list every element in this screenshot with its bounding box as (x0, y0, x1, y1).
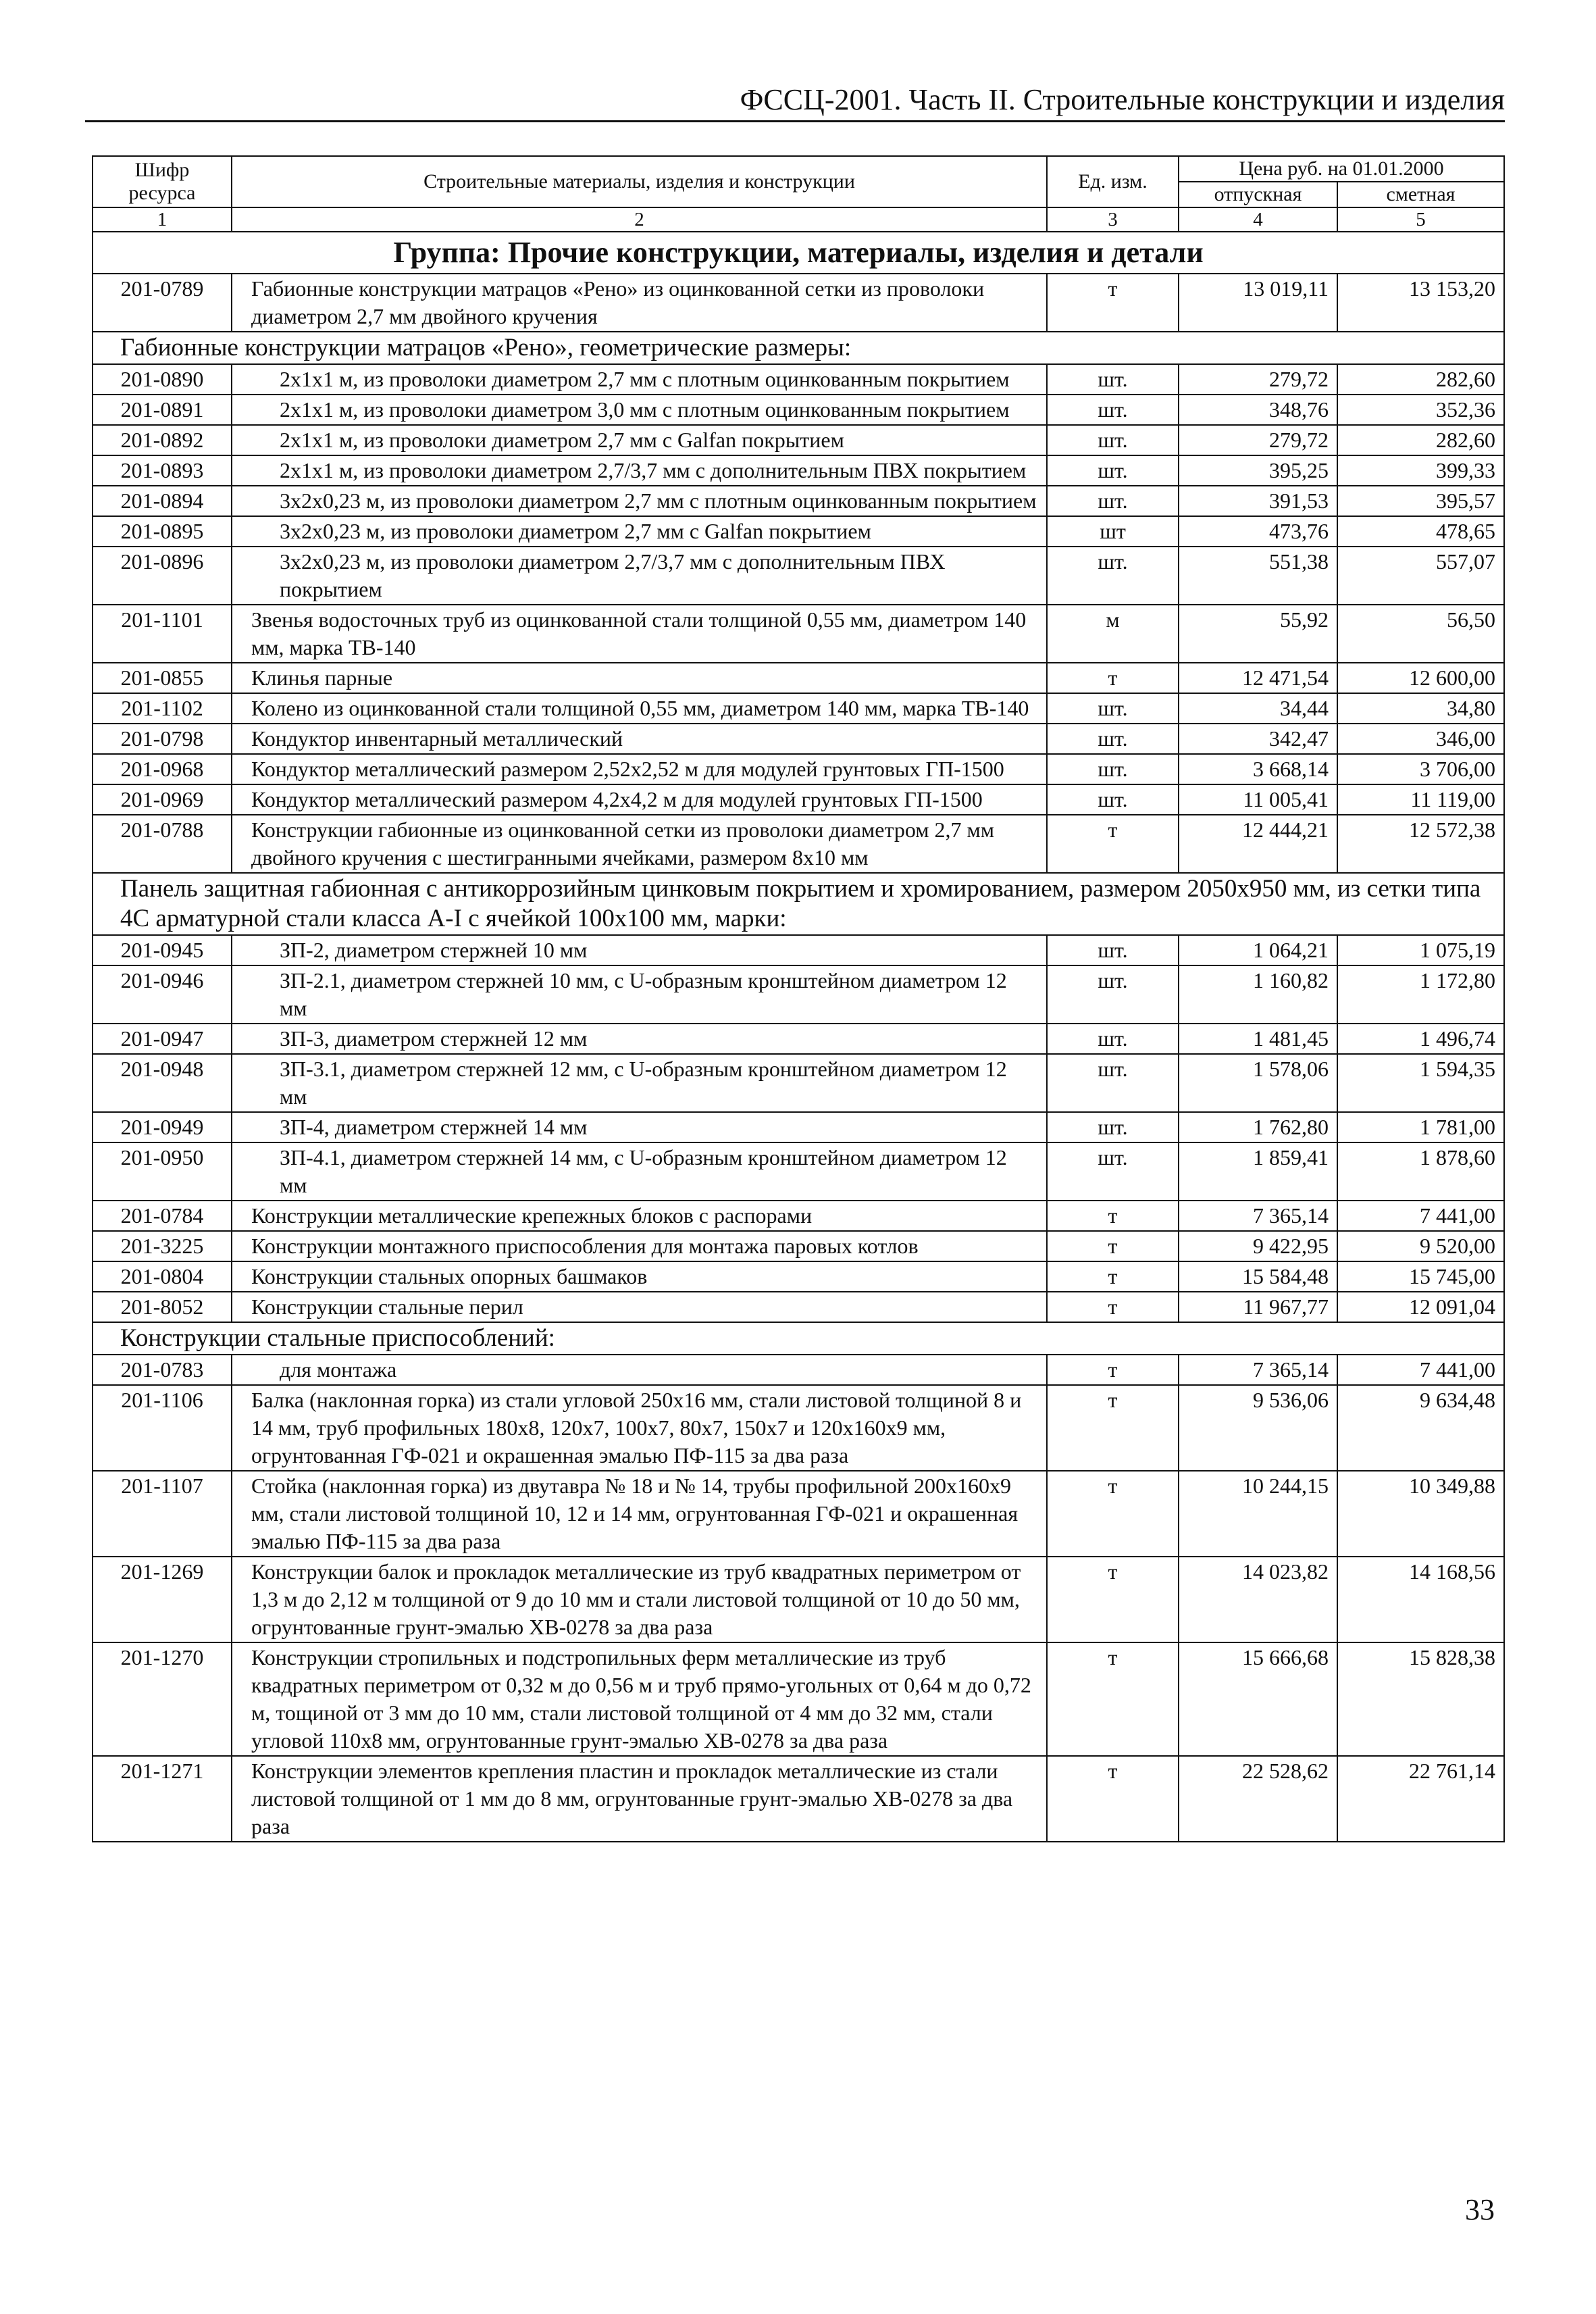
price-table (92, 155, 1505, 1842)
material-name: 2x1x1 м, из проволоки диаметром 2,7 мм с Galfan покрытием (232, 425, 1047, 455)
resource-code: 201-0895 (93, 516, 232, 547)
table-row (93, 1201, 1504, 1231)
unit-cell: т (1047, 1355, 1179, 1385)
estimate-price: 56,50 (1337, 605, 1504, 663)
material-name: Клинья парные (232, 663, 1047, 693)
table-row (93, 547, 1504, 605)
release-price: 395,25 (1179, 455, 1337, 486)
unit-cell: т (1047, 663, 1179, 693)
release-price: 15 666,68 (1179, 1642, 1337, 1756)
table-row (93, 754, 1504, 784)
unit-cell: т (1047, 1231, 1179, 1261)
material-name: 2x1x1 м, из проволоки диаметром 2,7 мм с плотным оцинкованным покрытием (232, 364, 1047, 395)
unit-cell: шт. (1047, 754, 1179, 784)
table-row (93, 1261, 1504, 1292)
material-name: ЗП-2, диаметром стержней 10 мм (232, 935, 1047, 965)
material-name: Стойка (наклонная горка) из двутавра № 18 и № 14, трубы профильной 200x160x9 мм, стали листовой толщиной 10, 12 и 14 мм, огрунтованная ГФ-021 и окрашенная эмалью ПФ-115 за два раза (232, 1471, 1047, 1557)
estimate-price: 9 634,48 (1337, 1385, 1504, 1471)
release-price: 34,44 (1179, 693, 1337, 724)
section-heading: Конструкции стальные приспособлений: (93, 1322, 1504, 1355)
col-estimate-header: сметная (1337, 182, 1504, 207)
release-price: 11 005,41 (1179, 784, 1337, 815)
resource-code: 201-0945 (93, 935, 232, 965)
estimate-price: 395,57 (1337, 486, 1504, 516)
unit-cell: шт. (1047, 395, 1179, 425)
release-price: 11 967,77 (1179, 1292, 1337, 1322)
table-row (93, 784, 1504, 815)
release-price: 14 023,82 (1179, 1557, 1337, 1642)
release-price: 342,47 (1179, 724, 1337, 754)
section-heading-row (93, 873, 1504, 935)
estimate-price: 34,80 (1337, 693, 1504, 724)
unit-cell: т (1047, 1471, 1179, 1557)
resource-code: 201-0946 (93, 965, 232, 1024)
estimate-price: 352,36 (1337, 395, 1504, 425)
release-price: 1 859,41 (1179, 1142, 1337, 1201)
material-name: 2x1x1 м, из проволоки диаметром 2,7/3,7 мм с дополнительным ПВХ покрытием (232, 455, 1047, 486)
resource-code: 201-0949 (93, 1112, 232, 1142)
section-heading-row (93, 1322, 1504, 1355)
resource-code: 201-0798 (93, 724, 232, 754)
table-row (93, 395, 1504, 425)
release-price: 1 064,21 (1179, 935, 1337, 965)
release-price: 9 422,95 (1179, 1231, 1337, 1261)
release-price: 3 668,14 (1179, 754, 1337, 784)
resource-code: 201-3225 (93, 1231, 232, 1261)
resource-code: 201-1102 (93, 693, 232, 724)
material-name: 3x2x0,23 м, из проволоки диаметром 2,7/3,7 мм с дополнительным ПВХ покрытием (232, 547, 1047, 605)
table-row (93, 605, 1504, 663)
material-name: Конструкции стальные перил (232, 1292, 1047, 1322)
resource-code: 201-0896 (93, 547, 232, 605)
unit-cell: шт. (1047, 455, 1179, 486)
release-price: 7 365,14 (1179, 1201, 1337, 1231)
unit-cell: т (1047, 1756, 1179, 1842)
table-row (93, 1142, 1504, 1201)
release-price: 551,38 (1179, 547, 1337, 605)
material-name: Конструкции габионные из оцинкованной сетки из проволоки диаметром 2,7 мм двойного кручения с шестигранными ячейками, размером 8x10 мм (232, 815, 1047, 873)
estimate-price: 557,07 (1337, 547, 1504, 605)
material-name: Конструкции монтажного приспособления для монтажа паровых котлов (232, 1231, 1047, 1261)
table-row (93, 1024, 1504, 1054)
resource-code: 201-0783 (93, 1355, 232, 1385)
unit-cell: шт. (1047, 724, 1179, 754)
release-price: 12 444,21 (1179, 815, 1337, 873)
material-name: Кондуктор инвентарный металлический (232, 724, 1047, 754)
release-price: 348,76 (1179, 395, 1337, 425)
estimate-price: 15 828,38 (1337, 1642, 1504, 1756)
unit-cell: шт. (1047, 935, 1179, 965)
material-name: Колено из оцинкованной стали толщиной 0,55 мм, диаметром 140 мм, марка ТВ-140 (232, 693, 1047, 724)
page-number: 33 (1465, 2193, 1495, 2226)
estimate-price: 282,60 (1337, 425, 1504, 455)
material-name: Звенья водосточных труб из оцинкованной стали толщиной 0,55 мм, диаметром 140 мм, марка ТВ-140 (232, 605, 1047, 663)
estimate-price: 12 091,04 (1337, 1292, 1504, 1322)
unit-cell: т (1047, 815, 1179, 873)
estimate-price: 7 441,00 (1337, 1355, 1504, 1385)
estimate-price: 12 600,00 (1337, 663, 1504, 693)
table-row (93, 1557, 1504, 1642)
unit-cell: т (1047, 1642, 1179, 1756)
estimate-price: 346,00 (1337, 724, 1504, 754)
resource-code: 201-0804 (93, 1261, 232, 1292)
resource-code: 201-1101 (93, 605, 232, 663)
resource-code: 201-1107 (93, 1471, 232, 1557)
group-title: Группа: Прочие конструкции, материалы, изделия и детали (93, 232, 1504, 274)
table-row (93, 1642, 1504, 1756)
estimate-price: 1 781,00 (1337, 1112, 1504, 1142)
resource-code: 201-0788 (93, 815, 232, 873)
unit-cell: шт. (1047, 693, 1179, 724)
table-row (93, 1292, 1504, 1322)
release-price: 1 762,80 (1179, 1112, 1337, 1142)
col-code-header: Шифр ресурса (93, 156, 232, 207)
table-row (93, 425, 1504, 455)
unit-cell: шт. (1047, 547, 1179, 605)
table-header-row (93, 156, 1504, 182)
material-name: ЗП-3, диаметром стержней 12 мм (232, 1024, 1047, 1054)
resource-code: 201-1271 (93, 1756, 232, 1842)
material-name: 3x2x0,23 м, из проволоки диаметром 2,7 мм с Galfan покрытием (232, 516, 1047, 547)
col-index: 5 (1337, 207, 1504, 232)
unit-cell: шт. (1047, 1142, 1179, 1201)
release-price: 12 471,54 (1179, 663, 1337, 693)
resource-code: 201-1269 (93, 1557, 232, 1642)
resource-code: 201-0893 (93, 455, 232, 486)
release-price: 7 365,14 (1179, 1355, 1337, 1385)
table-row (93, 1054, 1504, 1112)
table-row (93, 1756, 1504, 1842)
material-name: 3x2x0,23 м, из проволоки диаметром 2,7 мм с плотным оцинкованным покрытием (232, 486, 1047, 516)
resource-code: 201-1270 (93, 1642, 232, 1756)
unit-cell: т (1047, 1261, 1179, 1292)
unit-cell: шт. (1047, 784, 1179, 815)
estimate-price: 11 119,00 (1337, 784, 1504, 815)
material-name: для монтажа (232, 1355, 1047, 1385)
unit-cell: шт. (1047, 1024, 1179, 1054)
release-price: 13 019,11 (1179, 274, 1337, 332)
unit-cell: т (1047, 1201, 1179, 1231)
material-name: Конструкции элементов крепления пластин и прокладок металлические из стали листовой толщиной от 1 мм до 8 мм, огрунтованные грунт-эмалью ХВ-0278 за два раза (232, 1756, 1047, 1842)
release-price: 279,72 (1179, 364, 1337, 395)
material-name: ЗП-4.1, диаметром стержней 14 мм, с U-образным кронштейном диаметром 12 мм (232, 1142, 1047, 1201)
resource-code: 201-8052 (93, 1292, 232, 1322)
table-row (93, 1355, 1504, 1385)
material-name: Конструкции стальных опорных башмаков (232, 1261, 1047, 1292)
unit-cell: м (1047, 605, 1179, 663)
table-row (93, 965, 1504, 1024)
estimate-price: 1 878,60 (1337, 1142, 1504, 1201)
material-name: Кондуктор металлический размером 2,52x2,52 м для модулей грунтовых ГП-1500 (232, 754, 1047, 784)
release-price: 22 528,62 (1179, 1756, 1337, 1842)
table-row (93, 935, 1504, 965)
resource-code: 201-0784 (93, 1201, 232, 1231)
resource-code: 201-0891 (93, 395, 232, 425)
table-row (93, 663, 1504, 693)
resource-code: 201-0789 (93, 274, 232, 332)
estimate-price: 15 745,00 (1337, 1261, 1504, 1292)
resource-code: 201-0947 (93, 1024, 232, 1054)
estimate-price: 9 520,00 (1337, 1231, 1504, 1261)
estimate-price: 1 496,74 (1337, 1024, 1504, 1054)
resource-code: 201-1106 (93, 1385, 232, 1471)
material-name: Габионные конструкции матрацов «Рено» из оцинкованной сетки из проволоки диаметром 2,7 мм двойного кручения (232, 274, 1047, 332)
estimate-price: 1 172,80 (1337, 965, 1504, 1024)
unit-cell: шт (1047, 516, 1179, 547)
table-row (93, 486, 1504, 516)
col-index: 4 (1179, 207, 1337, 232)
table-row (93, 1385, 1504, 1471)
material-name: ЗП-4, диаметром стержней 14 мм (232, 1112, 1047, 1142)
resource-code: 201-0950 (93, 1142, 232, 1201)
estimate-price: 1 075,19 (1337, 935, 1504, 965)
resource-code: 201-0969 (93, 784, 232, 815)
unit-cell: шт. (1047, 486, 1179, 516)
release-price: 10 244,15 (1179, 1471, 1337, 1557)
group-title-row (93, 232, 1504, 274)
table-row (93, 1112, 1504, 1142)
release-price: 9 536,06 (1179, 1385, 1337, 1471)
material-name: ЗП-3.1, диаметром стержней 12 мм, с U-образным кронштейном диаметром 12 мм (232, 1054, 1047, 1112)
table-row (93, 364, 1504, 395)
resource-code: 201-0855 (93, 663, 232, 693)
unit-cell: т (1047, 1385, 1179, 1471)
table-row (93, 693, 1504, 724)
release-price: 15 584,48 (1179, 1261, 1337, 1292)
unit-cell: т (1047, 274, 1179, 332)
estimate-price: 399,33 (1337, 455, 1504, 486)
estimate-price: 22 761,14 (1337, 1756, 1504, 1842)
resource-code: 201-0948 (93, 1054, 232, 1112)
material-name: 2x1x1 м, из проволоки диаметром 3,0 мм с плотным оцинкованным покрытием (232, 395, 1047, 425)
unit-cell: шт. (1047, 965, 1179, 1024)
table-row (93, 274, 1504, 332)
release-price: 473,76 (1179, 516, 1337, 547)
resource-code: 201-0968 (93, 754, 232, 784)
col-release-header: отпускная (1179, 182, 1337, 207)
running-header: ФССЦ-2001. Часть II. Строительные конструкции и изделия (85, 82, 1505, 122)
estimate-price: 13 153,20 (1337, 274, 1504, 332)
material-name: Балка (наклонная горка) из стали угловой 250x16 мм, стали листовой толщиной 8 и 14 мм, труб профильных 180x8, 120x7, 100x7, 80x7, 150x7 и 120x160x9 мм, огрунтованная ГФ-021 и окрашенная эмалью ПФ-115 за два раза (232, 1385, 1047, 1471)
section-heading: Габионные конструкции матрацов «Рено», геометрические размеры: (93, 332, 1504, 364)
unit-cell: шт. (1047, 425, 1179, 455)
material-name: ЗП-2.1, диаметром стержней 10 мм, с U-образным кронштейном диаметром 12 мм (232, 965, 1047, 1024)
material-name: Кондуктор металлический размером 4,2x4,2 м для модулей грунтовых ГП-1500 (232, 784, 1047, 815)
column-index-row (93, 207, 1504, 232)
estimate-price: 478,65 (1337, 516, 1504, 547)
release-price: 391,53 (1179, 486, 1337, 516)
material-name: Конструкции металлические крепежных блоков с распорами (232, 1201, 1047, 1231)
unit-cell: т (1047, 1292, 1179, 1322)
release-price: 55,92 (1179, 605, 1337, 663)
release-price: 1 481,45 (1179, 1024, 1337, 1054)
material-name: Конструкции стропильных и подстропильных ферм металлические из труб квадратных периметром от 0,32 м до 0,56 м и труб прямо-угольных от 0,64 м до 0,72 м, тощиной от 3 мм до 10 мм, стали листовой толщиной от 4 мм до 32 мм, стали угловой 110x8 мм, огрунтованные грунт-эмалью ХВ-0278 за два раза (232, 1642, 1047, 1756)
resource-code: 201-0892 (93, 425, 232, 455)
table-row (93, 455, 1504, 486)
col-price-header: Цена руб. на 01.01.2000 (1179, 156, 1504, 182)
unit-cell: шт. (1047, 1112, 1179, 1142)
estimate-price: 12 572,38 (1337, 815, 1504, 873)
table-row (93, 516, 1504, 547)
table-row (93, 1471, 1504, 1557)
unit-cell: шт. (1047, 364, 1179, 395)
estimate-price: 282,60 (1337, 364, 1504, 395)
section-heading: Панель защитная габионная с антикоррозийным цинковым покрытием и хромированием, размером 2050x950 мм, из сетки типа 4С арматурной стали класса А-I с ячейкой 100x100 мм, марки: (93, 873, 1504, 935)
estimate-price: 1 594,35 (1337, 1054, 1504, 1112)
estimate-price: 3 706,00 (1337, 754, 1504, 784)
release-price: 1 160,82 (1179, 965, 1337, 1024)
section-heading-row (93, 332, 1504, 364)
table-row (93, 724, 1504, 754)
release-price: 1 578,06 (1179, 1054, 1337, 1112)
resource-code: 201-0890 (93, 364, 232, 395)
col-unit-header: Ед. изм. (1047, 156, 1179, 207)
unit-cell: шт. (1047, 1054, 1179, 1112)
estimate-price: 10 349,88 (1337, 1471, 1504, 1557)
table-row (93, 1231, 1504, 1261)
unit-cell: т (1047, 1557, 1179, 1642)
resource-code: 201-0894 (93, 486, 232, 516)
release-price: 279,72 (1179, 425, 1337, 455)
col-index: 2 (232, 207, 1047, 232)
estimate-price: 14 168,56 (1337, 1557, 1504, 1642)
estimate-price: 7 441,00 (1337, 1201, 1504, 1231)
material-name: Конструкции балок и прокладок металлические из труб квадратных периметром от 1,3 м до 2,12 м толщиной от 9 до 10 мм и стали листовой толщиной от 10 до 50 мм, огрунтованные грунт-эмалью ХВ-0278 за два раза (232, 1557, 1047, 1642)
table-row (93, 815, 1504, 873)
col-name-header: Строительные материалы, изделия и конструкции (232, 156, 1047, 207)
col-index: 3 (1047, 207, 1179, 232)
col-index: 1 (93, 207, 232, 232)
